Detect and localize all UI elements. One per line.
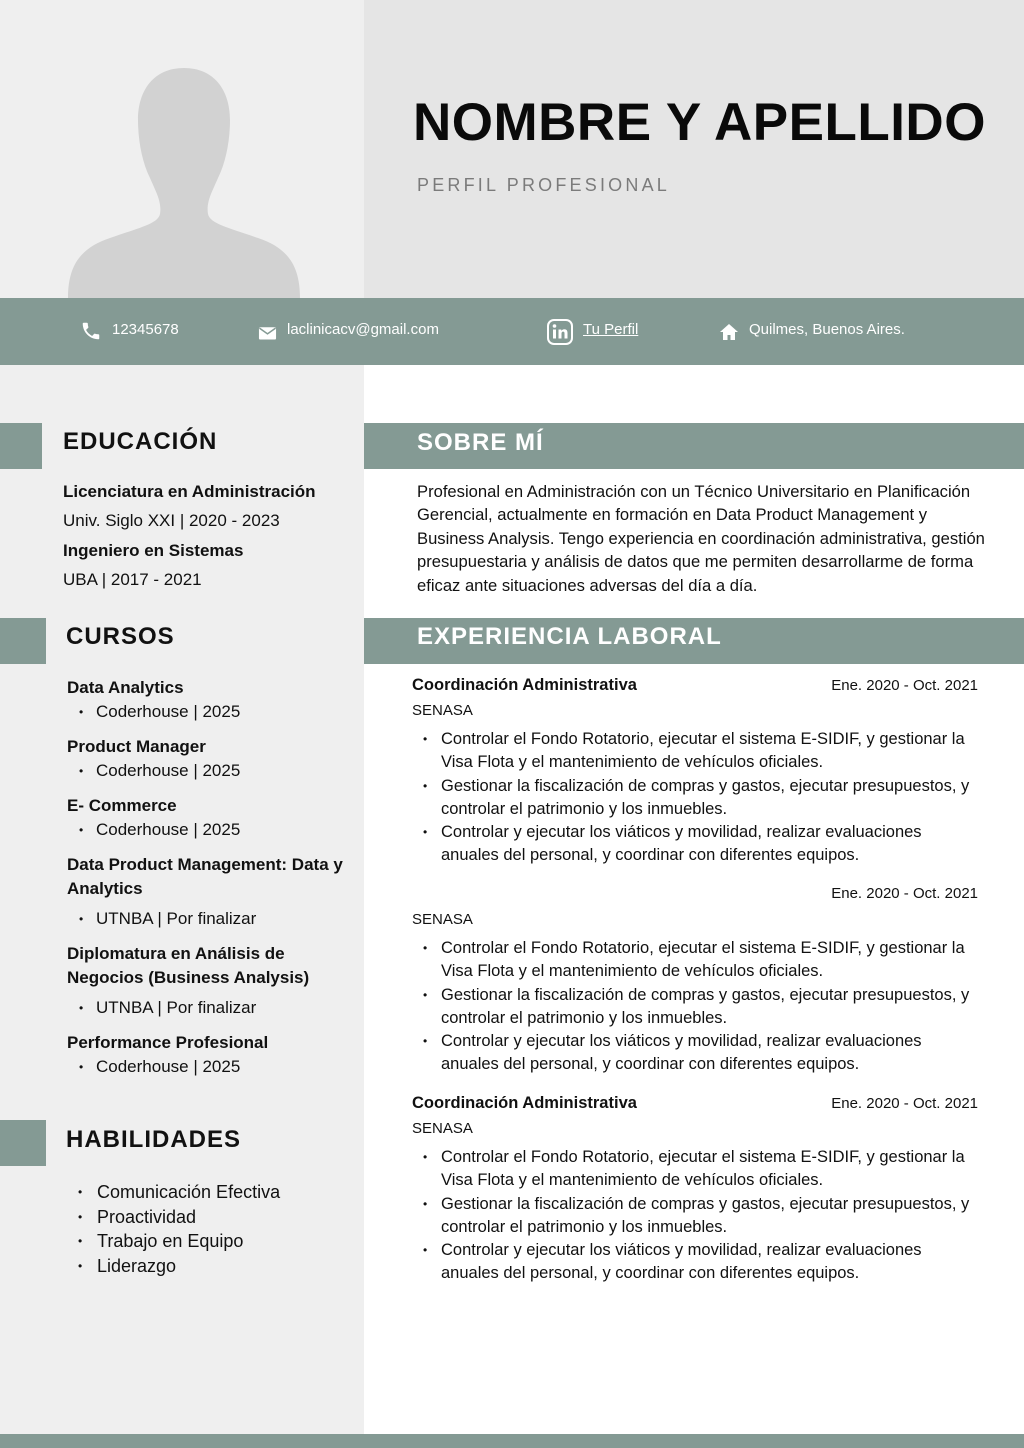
course-name: Performance Profesional bbox=[67, 1033, 269, 1052]
courses-list bbox=[67, 676, 357, 1090]
courses-heading: CURSOS bbox=[66, 623, 175, 650]
course-detail: • Coderhouse | 2025 bbox=[79, 1055, 357, 1079]
course-item bbox=[67, 853, 357, 931]
experience-heading: EXPERIENCIA LABORAL bbox=[417, 623, 722, 650]
education-detail: Univ. Siglo XXI | 2020 - 2023 bbox=[63, 511, 280, 530]
education-degree: Licenciatura en Administración bbox=[63, 482, 316, 501]
course-detail: • Coderhouse | 2025 bbox=[79, 759, 357, 783]
job-date: Ene. 2020 - Oct. 2021 bbox=[831, 677, 978, 694]
skills-list bbox=[78, 1180, 280, 1279]
course-name: Data Analytics bbox=[67, 678, 184, 697]
job-bullet: • Gestionar la fiscalización de compras y gastos, ejecutar presupuestos, y controlar el patrimonio y los inmuebles. bbox=[412, 1193, 978, 1240]
education-degree: Ingeniero en Sistemas bbox=[63, 541, 244, 560]
job-bullet: • Controlar el Fondo Rotatorio, ejecutar el sistema E-SIDIF, y gestionar la Visa Flota y el mantenimiento de vehículos oficiales. bbox=[412, 937, 978, 984]
about-text: Profesional en Administración con un Técnico Universitario en Planificación Gerencial, actualmente en formación en Data Product Management y Business Analysis. Tengo experiencia en coordinación administrativa, gestión presupuestaria y análisis de datos que me permiten desarrollarme de forma eficaz ante situaciones adversas del día a día. bbox=[417, 482, 985, 595]
job-bullets bbox=[412, 1146, 978, 1286]
course-name: Diplomatura en Análisis de Negocios (Business Analysis) bbox=[67, 944, 310, 987]
course-item bbox=[67, 1031, 357, 1079]
course-name: Data Product Management: Data y Analytics bbox=[67, 855, 343, 898]
course-name: Product Manager bbox=[67, 737, 206, 756]
phone-icon bbox=[80, 320, 102, 342]
job-entry bbox=[412, 1094, 978, 1286]
linkedin-link[interactable]: Tu Perfil bbox=[583, 320, 639, 338]
job-bullet: • Controlar y ejecutar los viáticos y movilidad, realizar evaluaciones anuales del personal, y coordinar con diferentes equipos. bbox=[412, 821, 978, 868]
contact-linkedin bbox=[547, 319, 638, 345]
education-tab-marker bbox=[0, 423, 42, 469]
course-item bbox=[67, 942, 357, 1020]
job-bullet: • Controlar el Fondo Rotatorio, ejecutar el sistema E-SIDIF, y gestionar la Visa Flota y el mantenimiento de vehículos oficiales. bbox=[412, 728, 978, 775]
about-heading: SOBRE MÍ bbox=[417, 429, 544, 456]
email-link[interactable]: laclinicacv@gmail.com bbox=[287, 320, 439, 338]
job-bullet: • Controlar y ejecutar los viáticos y movilidad, realizar evaluaciones anuales del personal, y coordinar con diferentes equipos. bbox=[412, 1239, 978, 1286]
home-icon bbox=[719, 320, 739, 342]
course-item bbox=[67, 676, 357, 724]
skill-item: • Comunicación Efectiva bbox=[78, 1180, 280, 1205]
job-date: Ene. 2020 - Oct. 2021 bbox=[831, 1095, 978, 1112]
skill-item: • Proactividad bbox=[78, 1205, 280, 1230]
course-name: E- Commerce bbox=[67, 796, 177, 815]
course-item bbox=[67, 735, 357, 783]
job-bullet: • Gestionar la fiscalización de compras y gastos, ejecutar presupuestos, y controlar el patrimonio y los inmuebles. bbox=[412, 984, 978, 1031]
course-detail: • UTNBA | Por finalizar bbox=[79, 996, 357, 1020]
job-bullets bbox=[412, 937, 978, 1077]
avatar bbox=[66, 68, 302, 298]
job-title: Coordinación Administrativa bbox=[412, 1094, 637, 1112]
skill-item: • Liderazgo bbox=[78, 1254, 280, 1279]
job-company: SENASA bbox=[412, 911, 473, 928]
skill-item: • Trabajo en Equipo bbox=[78, 1229, 280, 1254]
education-list bbox=[63, 481, 353, 599]
skills-tab-marker bbox=[0, 1120, 46, 1166]
skills-heading: HABILIDADES bbox=[66, 1126, 242, 1153]
contact-email bbox=[258, 320, 439, 342]
job-date: Ene. 2020 - Oct. 2021 bbox=[831, 885, 978, 902]
job-bullets bbox=[412, 728, 978, 868]
job-bullet: • Controlar y ejecutar los viáticos y movilidad, realizar evaluaciones anuales del personal, y coordinar con diferentes equipos. bbox=[412, 1030, 978, 1077]
location-text: Quilmes, Buenos Aires. bbox=[749, 320, 905, 338]
linkedin-icon[interactable] bbox=[547, 319, 573, 345]
candidate-name: NOMBRE Y APELLIDO bbox=[413, 93, 986, 152]
job-entry bbox=[412, 885, 978, 1077]
job-title: Coordinación Administrativa bbox=[412, 676, 637, 694]
job-entry bbox=[412, 676, 978, 868]
phone-text: 12345678 bbox=[112, 320, 179, 338]
course-detail: • UTNBA | Por finalizar bbox=[79, 907, 357, 931]
contact-location bbox=[719, 320, 905, 342]
education-detail: UBA | 2017 - 2021 bbox=[63, 570, 202, 589]
course-item bbox=[67, 794, 357, 842]
courses-tab-marker bbox=[0, 618, 46, 664]
course-detail: • Coderhouse | 2025 bbox=[79, 700, 357, 724]
footer-bar bbox=[0, 1434, 1024, 1448]
email-icon bbox=[258, 320, 277, 342]
education-heading: EDUCACIÓN bbox=[63, 428, 218, 455]
job-company: SENASA bbox=[412, 702, 473, 719]
course-detail: • Coderhouse | 2025 bbox=[79, 818, 357, 842]
job-bullet: • Controlar el Fondo Rotatorio, ejecutar el sistema E-SIDIF, y gestionar la Visa Flota y el mantenimiento de vehículos oficiales. bbox=[412, 1146, 978, 1193]
contact-phone bbox=[80, 320, 179, 342]
job-company: SENASA bbox=[412, 1120, 473, 1137]
job-bullet: • Gestionar la fiscalización de compras y gastos, ejecutar presupuestos, y controlar el patrimonio y los inmuebles. bbox=[412, 775, 978, 822]
profile-subtitle: PERFIL PROFESIONAL bbox=[417, 175, 670, 195]
